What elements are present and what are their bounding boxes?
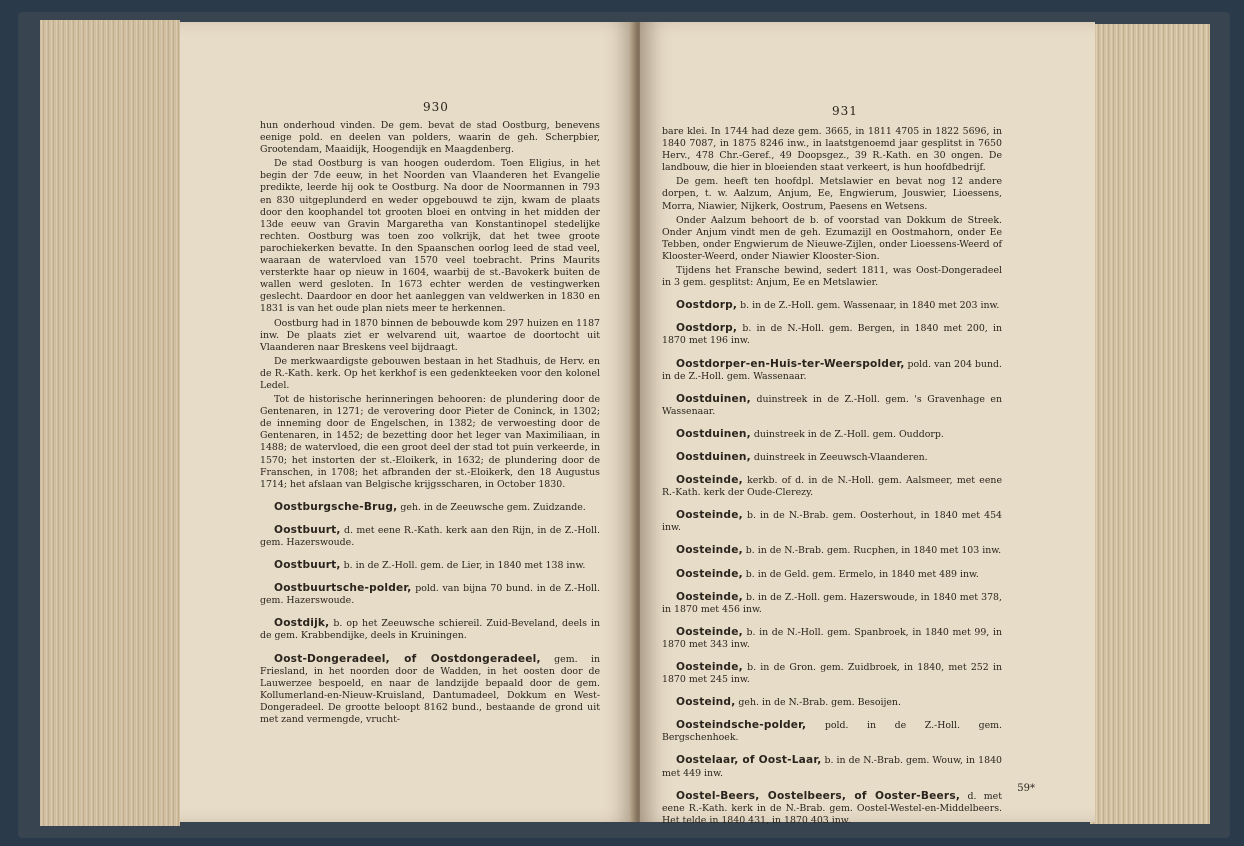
entry-heading: Oosteindsche-polder, <box>676 719 807 732</box>
entry-heading: Oostduinen, <box>676 450 751 463</box>
gazetteer-entry <box>260 524 600 549</box>
entry-body: b. in de N.-Holl. gem. Spanbroek, in 1840 met 99, in 1870 met 343 inw. <box>662 626 1002 650</box>
entry-body: geh. in de Zeeuwsche gem. Zuidzande. <box>400 501 586 513</box>
entry-heading: Oostelaar, of Oost-Laar, <box>676 754 822 767</box>
left-page <box>180 22 635 822</box>
gazetteer-entry <box>662 661 1002 686</box>
entry-heading: Oosteinde, <box>676 544 743 557</box>
paragraph: Tot de historische herinneringen behooren: de plundering door de Gentenaren, in 1271; de verovering door Pieter de Coninck, in 1302; de inneming door de Engelschen, in 1382; de verwoesting door de Gentenaren, in 1452; de bezetting door het leger van Maximiliaan, in 1488; de watervloed, die een groot deel der stad tot puin verkeerde, in 1570; het instorten der st.-Eloikerk, in 1632; de plundering door de Franschen, in 1708; het afbranden der st.-Eloikerk, den 18 Augustus 1714; het afslaan van Belgische krijgsscharen, in October 1830. <box>260 394 600 490</box>
entry-heading: Oostbuurtsche-polder, <box>274 582 412 595</box>
gazetteer-entry <box>662 544 1002 557</box>
gazetteer-entry <box>662 591 1002 616</box>
paragraph: hun onderhoud vinden. De gem. bevat de stad Oostburg, benevens eenige pold. en deelen van polders, waarin de geh. Scherpbier, Grootendam, Maaidijk, Hoogendijk en Maagdenberg. <box>260 120 600 156</box>
entry-body: b. in de N.-Holl. gem. Bergen, in 1840 met 200, in 1870 met 196 inw. <box>662 323 1002 347</box>
sheet-signature: 59* <box>1017 783 1035 794</box>
right-page <box>640 22 1095 826</box>
gazetteer-entry <box>662 451 1002 464</box>
paragraph: bare klei. In 1744 had deze gem. 3665, in 1811 4705 in 1822 5696, in 1840 7087, in 1875 8246 inw., in laatstgenoemd jaar gesplitst in 7650 Herv., 478 Chr.-Geref., 49 Doopsgez., 39 R.-Kath. en 30 ongen. De landbouw, die hier in bloeienden staat verkeert, is hun hoofdbedrijf. <box>662 126 1002 174</box>
page-number-left: 930 <box>423 100 449 114</box>
gazetteer-entry <box>662 322 1002 347</box>
gazetteer-entry <box>662 696 1002 709</box>
paragraph: Tijdens het Fransche bewind, sedert 1811, was Oost-Dongeradeel in 3 gem. gesplitst: Anjum, Ee en Metslawier. <box>662 265 1002 289</box>
entry-heading: Oostdorp, <box>676 299 738 312</box>
entry-heading: Oosteinde, <box>676 625 743 638</box>
entry-heading: Oostduinen, <box>676 392 751 405</box>
entry-body: pold. van bijna 70 bund. in de Z.-Holl. gem. Hazerswoude. <box>260 583 601 607</box>
page-edges-right <box>1090 24 1210 824</box>
entry-body: b. in de N.-Brab. gem. Oosterhout, in 1840 met 454 inw. <box>662 510 1003 534</box>
entry-body: duinstreek in de Z.-Holl. gem. 's Gravenhage en Wassenaar. <box>662 393 1002 417</box>
gazetteer-entry <box>260 582 600 607</box>
entry-body: b. in de Z.-Holl. gem. Wassenaar, in 1840 met 203 inw. <box>740 300 1000 312</box>
entry-body: gem. in Friesland, in het noorden door de Wadden, in het oosten door de Lauwerzee bespoeld, en naar de landzijde bepaald door de gem. Kollumerland-en-Nieuw-Kruisland, Dantumadeel, Dokkum en West-Dongeradeel. De grootte beloopt 8162 bund., bestaande de grond uit met zand vermengde, vrucht- <box>260 653 600 726</box>
entry-heading: Oostdijk, <box>274 617 330 630</box>
entry-body: d. met eene R.-Kath. kerk aan den Rijn, in de Z.-Holl. gem. Hazerswoude. <box>260 524 601 548</box>
entry-body: d. met eene R.-Kath. kerk in de N.-Brab. gem. Oostel-Westel-en-Middelbeers. Het telde in 1840 431, in 1870 403 inw. <box>662 790 1003 826</box>
right-page-text <box>662 126 1002 829</box>
paragraph: Onder Aalzum behoort de b. of voorstad van Dokkum de Streek. Onder Anjum vindt men de geh. Ezumazijl en Oostmahorn, onder Ee Tebben, onder Engwierum de Nieuwe-Zijlen, onder Lioessens-Weerd of Klooster-Weerd, onder Niawier Klooster-Sion. <box>662 214 1002 262</box>
gazetteer-entry <box>662 358 1002 383</box>
gazetteer-entry <box>662 626 1002 651</box>
entry-body: b. in de N.-Brab. gem. Wouw, in 1840 met 449 inw. <box>662 755 1003 779</box>
gazetteer-entry <box>662 509 1002 534</box>
gazetteer-entry <box>662 790 1002 827</box>
entry-heading: Oosteind, <box>676 696 736 709</box>
gazetteer-entry <box>662 393 1002 418</box>
entry-heading: Oostel-Beers, Oostelbeers, of Ooster-Beers, <box>676 789 961 802</box>
entry-heading: Oost-Dongeradeel, of Oostdongeradeel, <box>274 652 541 665</box>
entry-body: kerkb. of d. in de N.-Holl. gem. Aalsmeer, met eene R.-Kath. kerk der Oude-Clerezy. <box>662 475 1002 499</box>
gazetteer-entry <box>662 754 1002 779</box>
entry-body: b. in de Geld. gem. Ermelo, in 1840 met 489 inw. <box>745 568 979 580</box>
entry-heading: Oosteinde, <box>676 567 743 580</box>
entry-heading: Oostburgsche-Brug, <box>274 500 398 513</box>
entry-body: b. in de N.-Brab. gem. Rucphen, in 1840 met 103 inw. <box>745 545 1002 557</box>
gazetteer-entry <box>662 474 1002 499</box>
entry-body: duinstreek in de Z.-Holl. gem. Ouddorp. <box>753 428 944 440</box>
gazetteer-entry <box>260 653 600 727</box>
entry-heading: Oosteinde, <box>676 590 743 603</box>
entry-heading: Oosteinde, <box>676 474 743 487</box>
entry-body: b. in de Z.-Holl. gem. Hazerswoude, in 1840 met 378, in 1870 met 456 inw. <box>662 591 1003 615</box>
gazetteer-entry <box>662 299 1002 312</box>
paragraph: De merkwaardigste gebouwen bestaan in het Stadhuis, de Herv. en de R.-Kath. kerk. Op het kerkhof is een gedenkteeken voor den kolonel Ledel. <box>260 355 600 391</box>
page-number-right: 931 <box>832 104 858 118</box>
entry-body: b. op het Zeeuwsche schiereil. Zuid-Beveland, deels in de gem. Krabbendijke, deels in Kruiningen. <box>260 618 600 642</box>
entry-body: pold. van 204 bund. in de Z.-Holl. gem. Wassenaar. <box>662 358 1002 382</box>
entry-body: geh. in de N.-Brab. gem. Besoijen. <box>738 697 901 709</box>
gazetteer-entry <box>662 719 1002 744</box>
entry-heading: Oostdorper-en-Huis-ter-Weerspolder, <box>676 357 905 370</box>
gazetteer-entry <box>260 559 600 572</box>
gazetteer-entry <box>662 568 1002 581</box>
gazetteer-entry <box>260 501 600 514</box>
entry-body: b. in de Z.-Holl. gem. de Lier, in 1840 met 138 inw. <box>343 560 586 572</box>
entry-heading: Oosteinde, <box>676 509 743 522</box>
entry-heading: Oosteinde, <box>676 661 743 673</box>
entry-heading: Oostbuurt, <box>274 523 341 536</box>
entry-heading: Oostbuurt, <box>274 559 341 572</box>
paragraph: Oostburg had in 1870 binnen de bebouwde kom 297 huizen en 1187 inw. De plaats ziet er welvarend uit, waartoe de doortocht uit Vlaanderen naar Breskens veel bijdraagt. <box>260 317 600 353</box>
paragraph: De gem. heeft ten hoofdpl. Metslawier en bevat nog 12 andere dorpen, t. w. Aalzum, Anjum, Ee, Engwierum, Jouswier, Lioessens, Morra, Niawier, Nijkerk, Oostrum, Paesens en Wetsens. <box>662 176 1002 212</box>
gazetteer-entry <box>662 428 1002 441</box>
entry-body: b. in de Gron. gem. Zuidbroek, in 1840, met 252 in 1870 met 245 inw. <box>662 662 1002 686</box>
entry-heading: Oostdorp, <box>676 322 738 335</box>
page-edges-left <box>40 20 180 826</box>
gazetteer-entry <box>260 617 600 642</box>
entry-body: duinstreek in Zeeuwsch-Vlaanderen. <box>753 451 928 463</box>
entry-body: pold. in de Z.-Holl. gem. Bergschenhoek. <box>662 720 1002 744</box>
paragraph: De stad Oostburg is van hoogen ouderdom. Toen Eligius, in het begin der 7de eeuw, in het Noorden van Vlaanderen het Evangelie predikte, leerde hij ook te Oostburg. Na door de Noormannen in 793 en 830 uitgeplunderd en weder opgebouwd te zijn, kwam de plaats door den koophandel tot grooten bloei en ontving in het midden der 13de eeuw van Gravin Margaretha van Konstantinopel stedelijke rechten. Oostburg was toen zoo volkrijk, dat het twee groote parochiekerken bevatte. In den Spaanschen oorlog leed de stad veel, waaraan de watervloed van 1570 veel toebracht. Prins Maurits versterkte haar op nieuw in 1604, waarbij de st.-Bavokerk buiten de wallen werd gesloten. In 1673 echter werden de vestingwerken geslecht. Daardoor en door het aanleggen van veldwerken in 1830 en 1831 is van het oude plan niets meer te herkennen. <box>260 158 600 315</box>
left-page-text <box>260 120 600 728</box>
entry-heading: Oostduinen, <box>676 427 751 440</box>
